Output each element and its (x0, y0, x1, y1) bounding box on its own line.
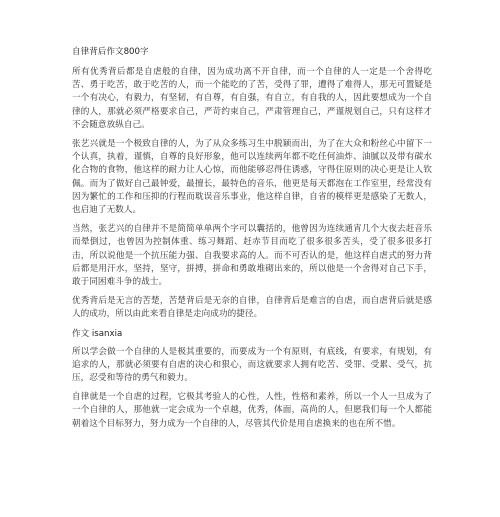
paragraph-6: 自律就是一个自虐的过程，它极其考验人的心性，人性，性格和素养，所以一个人一旦成为了一个自律的人，那他就一定会成为一个卓越，优秀，体面，高尚的人，但愿我们每一个人都能朝着这个目标努力，努力成为一个自律的人，尽管其代价是用自虐换来的也在所不惜。 (72, 392, 432, 429)
article (72, 46, 432, 437)
paragraph-3: 当然，张艺兴的自律并不是简简单单两个字可以囊括的，他曾因为连续通宵几个大夜去赶音乐而晕倒过，也曾因为控制体重、练习舞蹈、赶赤节目而吃了很多很多苦头，受了很多很多打击，所以说他是一个抗压能力强、自我要求高的人。而不可否认的是，他这样自虐式的努力背后都是用汗水，坚持，坚守，拼搏，拼命和勇敢堆砌出来的，所以他是一个舍得对自己下手，敢于同困难斗争的战士。 (72, 224, 432, 288)
article-title: 自律背后作文800字 (72, 47, 149, 57)
paragraph-1: 所有优秀背后都是自虐般的自律，因为成功离不开自律，而一个自律的人一定是一个舍得吃苦、勇于吃苦，敢于吃苦的人，而一个能吃的了苦，受得了罪，遭得了难得人，那无可置疑是一个有决心，有毅力，有坚韧，有自尊，有自强，有自立，有自我的人，因此要想成为一个自律的人，那就必须严格要求自己，严苛约束自己，严肃管理自己，严谨规划自己，只有这样才不会随意放纵自己。 (72, 67, 432, 130)
paragraph-5: 所以学会做一个自律的人是极其重要的，而要成为一个有原则，有底线，有要求，有规划，有追求的人，那就必须要有自虐的决心和狠心，而这就要求人拥有吃苦、受罪、受累、受气，抗压，忍受和等待的勇气和毅力。 (72, 346, 432, 384)
section-subtitle: 作文 isanxia (72, 328, 123, 339)
paragraph-2: 张艺兴就是一个极致自律的人，为了从众多练习生中脱颖而出，为了在大众和粉丝心中留下一个认真，执着，谨慎，自尊的良好形象，他可以连续两年都不吃任何油炸、油腻以及带有碳水化合物的食物，他这样的耐力让人心惊，而他能够忍得住诱惑，守得住原则的决心更是让人钦佩。而为了做好自己最钟爱，最擅长，最特色的音乐，他更是每天都泡在工作室里，经常没有因为繁忙的工作和压抑的行程而耽误音乐事业，他这样自律，自省的模样更是感染了无数人，也启迪了无数人。 (72, 139, 432, 216)
paragraph-4: 优秀背后是无言的苦楚，苦楚背后是无奈的自律，自律背后是难言的自虐，而自虐背后就是感人的成功，所以由此来看自律是走向成功的捷径。 (72, 296, 432, 320)
